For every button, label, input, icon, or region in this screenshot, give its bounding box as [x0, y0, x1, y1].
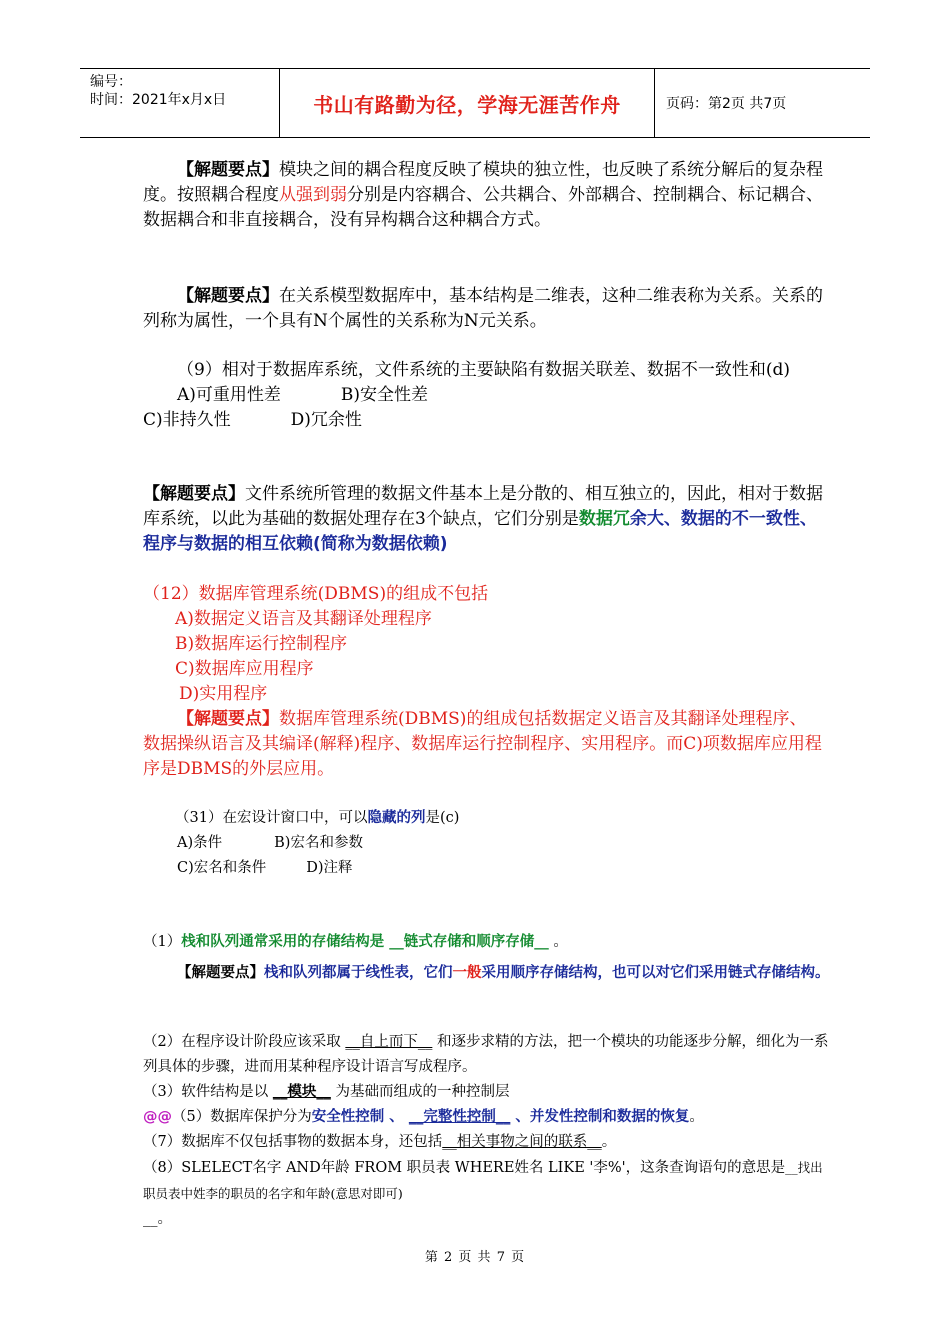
fill-question-7 — [143, 1130, 833, 1155]
page-header — [80, 68, 870, 138]
header-page-info: 页码：第2页 共7页 — [666, 96, 787, 112]
question-12 — [143, 582, 823, 782]
key-label: 【解题要点】 — [177, 965, 264, 981]
page-footer: 第 2 页 共 7 页 — [424, 1250, 526, 1265]
option-b: B)安全性差 — [340, 385, 429, 405]
text: 。 — [548, 934, 568, 950]
text: （5）数据库保护分为 — [172, 1109, 312, 1125]
question-9 — [143, 358, 823, 433]
option-a: A)条件 — [177, 835, 223, 851]
highlight: 一般 — [452, 965, 482, 981]
text: 分别是内容耦合、公共耦合、外部耦合、控制耦合、标记耦合、数据耦合和非直接耦合，没有异构耦合这种耦合方式。 — [143, 185, 823, 230]
option-d: D)实用程序 — [179, 684, 268, 704]
key-label: 【解题要点】 — [143, 484, 245, 504]
text: 数据库管理系统(DBMS)的组成包括数据定义语言及其翻译处理程序、数据操纵语言及其编译(解释)程序、数据库运行控制程序、实用程序。而C)项数据库应用程序是DBMS的外层应用。 — [143, 709, 822, 779]
text: （31）在宏设计窗口中，可以 — [175, 810, 368, 826]
text: 。 — [601, 1134, 617, 1150]
option-d: D)冗余性 — [290, 410, 362, 430]
text: （7）数据库不仅包括事物的数据本身，还包括 — [143, 1134, 443, 1150]
highlight-green: 数据冗 — [578, 509, 630, 529]
text: 是(c) — [425, 810, 460, 826]
fill-question-8 — [143, 1155, 833, 1232]
question-stem: 栈和队列通常采用的存储结构是 — [181, 934, 385, 950]
option-d: D)注释 — [306, 860, 353, 876]
text: 和逐步求精的方法，把一个模块的功能逐步分解，细化为一系列具体的步骤，进而用某种程序设计语言写成程序。 — [143, 1034, 829, 1075]
answer-block-relation — [143, 284, 823, 334]
key-label: 【解题要点】 — [177, 709, 279, 729]
highlight: 隐藏的列 — [367, 810, 426, 826]
mark: @@ — [143, 1109, 172, 1125]
option-c: C)数据库应用程序 — [175, 659, 314, 679]
text: 在关系模型数据库中，基本结构是二维表，这种二维表称为关系。关系的列称为属性，一个具有N个属性的关系称为N元关系。 — [143, 286, 823, 331]
text: __。 — [143, 1211, 172, 1227]
text: 采用顺序存储结构，也可以对它们采用链式存储结构。 — [481, 965, 830, 981]
text: 为基础而组成的一种控制层 — [330, 1084, 510, 1100]
answer-blank: __找出职员表中姓李的职员的名字和年龄(意思对即可) — [143, 1160, 823, 1201]
answer-part: 安全性控制 — [311, 1109, 385, 1125]
header-slogan: 书山有路勤为径，学海无涯苦作舟 — [280, 69, 655, 137]
text: 。 — [689, 1109, 704, 1125]
text: 模块之间的耦合程度反映了模块的独立性，也反映了系统分解后的复杂程度。按照耦合程度 — [143, 160, 823, 205]
fill-question-1 — [143, 930, 833, 986]
fill-question-2 — [143, 1030, 833, 1080]
answer-block-coupling — [143, 158, 823, 233]
question-stem: （9）相对于数据库系统，文件系统的主要缺陷有数据关联差、数据不一致性和(d) — [177, 360, 790, 380]
code-label: 编号： — [90, 74, 132, 90]
answer-blank: __自上而下__ — [345, 1034, 433, 1050]
answer-blank: __模块__ — [272, 1084, 331, 1100]
text: 、并发性控制和数据的恢复 — [510, 1109, 690, 1125]
option-c: C)宏名和条件 — [177, 860, 267, 876]
text: （3）软件结构是以 — [143, 1084, 273, 1100]
option-a: A)数据定义语言及其翻译处理程序 — [175, 609, 432, 629]
question-31 — [143, 806, 833, 881]
question-stem: （12）数据库管理系统(DBMS)的组成不包括 — [143, 584, 489, 604]
date-label: 时间：2021年x月x日 — [90, 92, 227, 108]
text: 栈和队列都属于线性表，它们 — [264, 965, 453, 981]
key-label: 【解题要点】 — [177, 286, 279, 306]
header-meta — [80, 69, 280, 137]
key-label: 【解题要点】 — [177, 160, 279, 180]
highlight-blue: 余大、数据的不一致性、程序与数据的相互依赖(简称为数据依赖) — [143, 509, 817, 554]
text: 文件系统所管理的数据文件基本上是分散的、相互独立的，因此，相对于数据库系统，以此为基础的数据处理存在3个缺点，它们分别是 — [143, 484, 823, 529]
option-b: B)数据库运行控制程序 — [175, 634, 348, 654]
fill-question-3 — [143, 1080, 833, 1105]
answer-block-file-system — [143, 482, 823, 557]
option-b: B)宏名和参数 — [274, 835, 363, 851]
highlight: 从强到弱 — [279, 185, 347, 205]
option-c: C)非持久性 — [143, 410, 231, 430]
answer-blank: __相关事物之间的联系__ — [442, 1134, 602, 1150]
text: （2）在程序设计阶段应该采取 — [143, 1034, 346, 1050]
text: （8）SLELECT名字 AND年龄 FROM 职员表 WHERE姓名 LIKE '李%'，这条查询语句的意思是 — [143, 1160, 786, 1176]
option-a: A)可重用性差 — [177, 385, 281, 405]
fill-question-5 — [143, 1105, 833, 1130]
text: （1） — [143, 934, 182, 950]
answer-blank: __链式存储和顺序存储__ — [384, 934, 549, 950]
text: 、 — [384, 1109, 409, 1125]
answer-blank: __完整性控制__ — [408, 1109, 511, 1125]
